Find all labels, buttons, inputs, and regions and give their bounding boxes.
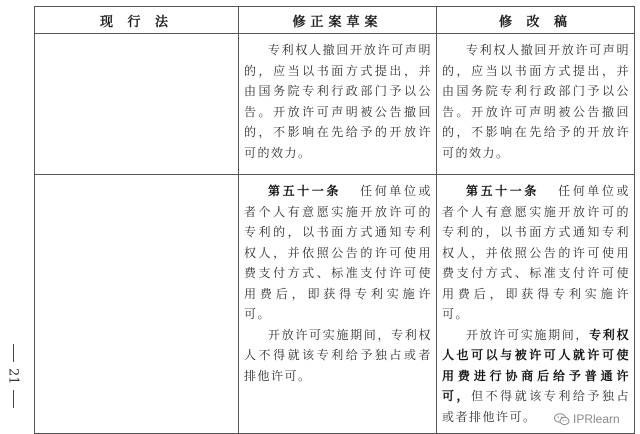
page-number bbox=[4, 328, 22, 424]
revised-article-paragraph bbox=[442, 181, 630, 325]
revised-p2-added-text: 专利权人也可以与被许可人就许可使用费进行协商后给予普通许可， bbox=[442, 327, 630, 403]
cell-current-law bbox=[35, 175, 239, 434]
revised-p2-end: 但不得就该专利给予独占或者排他许可。 bbox=[442, 389, 630, 424]
page-number-text: 21 bbox=[5, 367, 21, 385]
comparison-table bbox=[34, 6, 635, 434]
wechat-icon bbox=[554, 413, 570, 426]
article-number: 第五十一条 bbox=[268, 184, 341, 198]
watermark-text: IPRlearn bbox=[573, 412, 620, 426]
revised-paragraph: 专利权人撤回开放许可声明的，应当以书面方式提出，并由国务院专利行政部门予以公告。开放许可声明被公告撤回的，不影响在先给予的开放许可的效力。 bbox=[442, 43, 630, 160]
draft-article-paragraph bbox=[244, 181, 432, 325]
watermark bbox=[554, 412, 620, 426]
draft-paragraph: 专利权人撤回开放许可声明的，应当以书面方式提出，并由国务院专利行政部门予以公告。开放许可声明被公告撤回的，不影响在先给予的开放许可的效力。 bbox=[244, 43, 432, 160]
draft-paragraph-2: 开放许可实施期间，专利权人不得就该专利给予独占或者排他许可。 bbox=[244, 327, 432, 383]
article-number: 第五十一条 bbox=[466, 184, 539, 198]
revised-p2-start: 开放许可实施期间， bbox=[466, 327, 590, 342]
table-row bbox=[35, 175, 635, 434]
cell-draft bbox=[239, 175, 437, 434]
table-row bbox=[35, 34, 635, 175]
cell-current-law bbox=[35, 34, 239, 175]
table-header-row bbox=[35, 7, 635, 34]
cell-revised bbox=[437, 175, 635, 434]
header-draft-amendment: 修正案草案 bbox=[239, 7, 437, 34]
header-current-law: 现 行 法 bbox=[35, 7, 239, 34]
page-number-dash-bottom bbox=[13, 390, 14, 408]
draft-article-body: 任何单位或者个人有意愿实施开放许可的专利的，以书面方式通知专利权人，并依照公告的许可使用费支付方式、标准支付许可使用费后，即获得专利实施许可。 bbox=[244, 184, 432, 321]
cell-revised bbox=[437, 34, 635, 175]
revised-article-body: 任何单位或者个人有意愿实施开放许可的专利的，以书面方式通知专利权人，并依照公告的许可使用费支付方式、标准支付许可使用费后，即获得专利实施许可。 bbox=[442, 184, 630, 321]
cell-draft bbox=[239, 34, 437, 175]
header-revised-draft: 修 改 稿 bbox=[437, 7, 635, 34]
page-number-dash-top bbox=[13, 344, 14, 362]
